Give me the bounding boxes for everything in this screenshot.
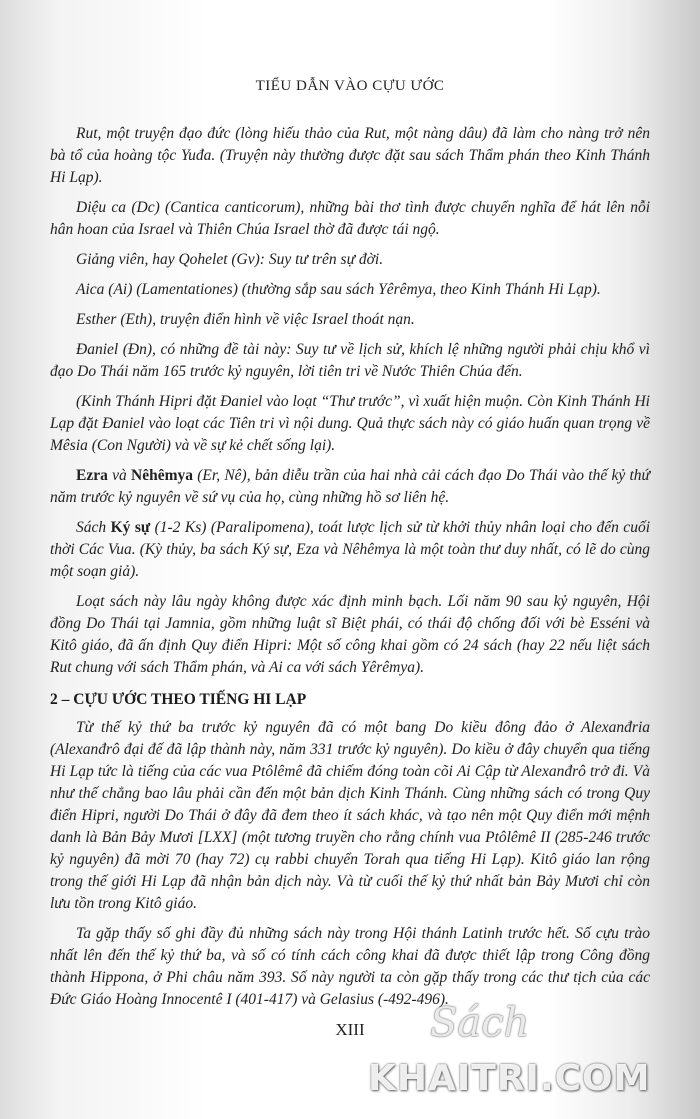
watermark-brand-text: KHAITRI.COM [368,1058,651,1099]
paragraph-alexandria: Từ thế kỷ thứ ba trước kỷ nguyên đã có một bang Do kiều đông đảo ở Alexanđria (Alexanđrô đại đế đã lập thành này, năm 331 trước kỷ nguyên). Do kiều ở đây chuyển qua tiếng Hi Lạp tức là tiếng của các vua Ptôlêmê đã chiếm đóng toàn cõi Ai Cập từ Alexanđrô trở đi. Và như thế chẳng bao lâu phải cần đến một bản dịch Kinh Thánh. Cùng những sách có trong Quy điển Hipri, người Do Thái ở đây đã đem theo ít sách khác, và tạo nên một Quy điển mới mệnh danh là Bản Bảy Mươi [LXX] (một tương truyền cho rằng chính vua Ptôlêmê II (285-246 trước kỷ nguyên) đã mời 70 (hay 72) cụ rabbi chuyển Torah qua tiếng Hi Lạp). Kitô giáo lan rộng trong thế giới Hi Lạp đã nhận bản dịch này. Và từ cuối thế kỷ thứ nhất bản Bảy Mươi chỉ còn lưu tồn trong Kitô giáo. [50,719,650,912]
paragraph-aica: Aica (Ai) (Lamentationes) (thường sắp sau sách Yêrêmya, theo Kinh Thánh Hi Lạp). [76,281,601,298]
text-va: và [107,467,131,484]
section-heading: 2 – CỰU ƯỚC THEO TIẾNG HI LẠP [50,691,307,708]
paragraph-esther: Esther (Eth), truyện điển hình về việc Israel thoát nạn. [76,311,415,328]
paragraph-ky-su [50,517,650,583]
paragraph-dieu-ca: Diệu ca (Dc) (Cantica canticorum), những bài thơ tình được chuyển nghĩa để hát lên nỗi hân hoan của Israel và Thiên Chúa Israel thờ đã được tái ngộ. [50,199,650,238]
paragraph-latinh: Ta gặp thấy số ghi đầy đủ những sách này trong Hội thánh Latinh trước hết. Số cựu trào nhất lên đến thế kỷ thứ ba, và số có tính cách công khai đã được thiết lập trong Công đồng thành Hippona, ở Phi châu năm 393. Số này người ta còn gặp thấy trong các thư tịch của các Đức Giáo Hoàng Innocentê I (401-417) và Gelasius (-492-496). [50,925,650,1008]
text-sach: Sách [76,519,111,536]
bold-ezra: Ezra [76,467,108,484]
watermark-logo [360,1000,700,1119]
paragraph-daniel-note: (Kinh Thánh Hipri đặt Đaniel vào loạt “Thư trước”, vì xuất hiện muộn. Còn Kinh Thánh Hi Lạp đặt Đaniel vào loạt các Tiên tri vì nội dung. Quả thực sách này có giáo huấn quan trọng về Mêsia (Con Người) và về sự kẻ chết sống lại). [50,393,650,454]
paragraph-giang-vien: Giảng viên, hay Qohelet (Gv): Suy tư trên sự đời. [76,251,384,268]
page-body [50,123,650,1019]
paragraph-daniel: Đaniel (Đn), có những đề tài này: Suy tư về lịch sử, khích lệ những người phải chịu khổ vì đạo Do Thái năm 165 trước kỷ nguyên, lời tiên tri về Nước Thiên Chúa đến. [50,341,650,380]
page-number: XIII [335,1020,365,1039]
paragraph-quy-dien-hipri: Loạt sách này lâu ngày không được xác định minh bạch. Lối năm 90 sau kỷ nguyên, Hội đồng Do Thái tại Jamnia, gồm những luật sĩ Biệt phái, có thái độ chống đối với bè Esséni và Kitô giáo, đã ấn định Quy điển Hipri: Một số công khai gồm có 24 sách (hay 22 nếu liệt sách Rut chung với sách Thẩm phán, và Ai ca với sách Yêrêmya). [50,593,650,676]
watermark-script-text: Sách [430,1000,530,1046]
text-ky-su-rest: (1-2 Ks) (Paralipomena), toát lược lịch sử từ khởi thủy nhân loại cho đến cuối thời Các Vua. (Kỳ thủy, ba sách Ký sự, Eza và Nêhêmya là một toàn thư duy nhất, có lẽ do cùng một soạn giả). [50,519,650,580]
bold-ky-su: Ký sự [110,519,151,536]
text-ezra-rest: (Er, Nê), bản diễu trần của hai nhà cải cách đạo Do Thái vào thế kỷ thứ năm trước kỷ nguyên về sứ vụ của họ, cùng những hồ sơ liên hệ. [50,467,650,506]
paragraph-rut: Rut, một truyện đạo đức (lòng hiếu thảo của Rut, một nàng dâu) đã làm cho nàng trở nên bà tổ của hoàng tộc Yuđa. (Truyện này thường được đặt sau sách Thẩm phán theo Kinh Thánh Hi Lạp). [50,125,650,186]
bold-nehemya: Nêhêmya [131,467,193,484]
paragraph-ezra-nehemya [50,465,650,509]
running-header: TIỂU DẪN VÀO CỰU ƯỚC [255,78,445,94]
